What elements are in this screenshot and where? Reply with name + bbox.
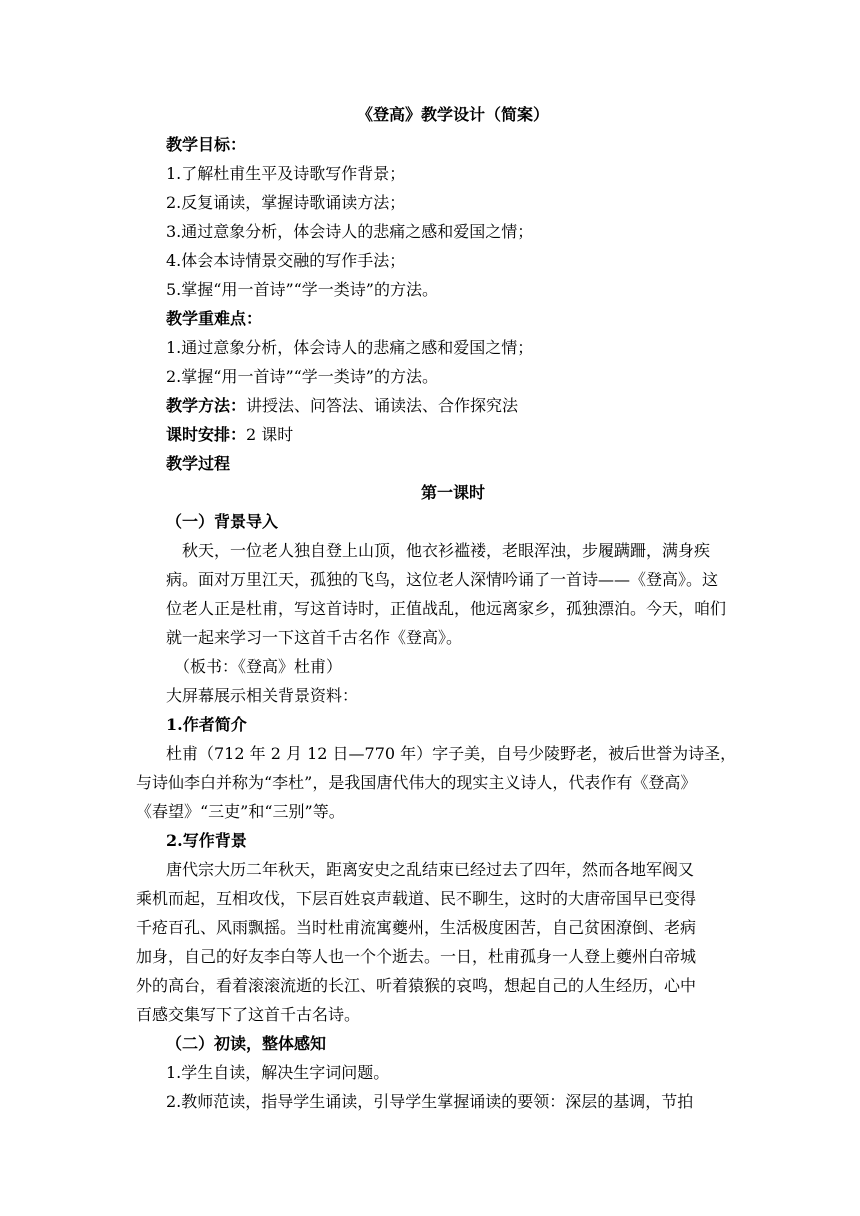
- key-point-item: 2.掌握“用一首诗”“学一类诗”的方法。: [166, 367, 438, 386]
- author-line: 杜甫（712 年 2 月 12 日—770 年）字子美，自号少陵野老，被后世誉为诗圣，: [166, 744, 737, 763]
- methods-label: 教学方法：: [166, 396, 247, 415]
- section1-heading: （一）背景导入: [166, 512, 279, 531]
- document-page: [136, 100, 740, 1116]
- background-line: 唐代宗大历二年秋天，距离安史之乱结束已经过去了四年，然而各地军阀又: [166, 860, 695, 879]
- objective-item: 3.通过意象分析，体会诗人的悲痛之感和爱国之情；: [166, 222, 534, 241]
- screen-note: 大屏幕展示相关背景资料：: [166, 686, 359, 705]
- lesson-heading: 第一课时: [420, 483, 485, 502]
- schedule-label: 课时安排：: [166, 425, 247, 444]
- schedule-line: [166, 420, 740, 449]
- objective-item: 4.体会本诗情景交融的写作手法；: [166, 251, 406, 270]
- document-title: 《登高》教学设计（简案）: [356, 105, 549, 124]
- schedule-value: 2 课时: [246, 425, 294, 444]
- reading-item: 1.学生自读，解决生字词问题。: [166, 1063, 390, 1082]
- author-heading: 1.作者简介: [166, 715, 247, 734]
- board-note: （板书：《登高》杜甫）: [174, 657, 343, 676]
- key-points-heading: 教学重难点：: [166, 309, 263, 328]
- paragraph-line: 病。面对万里江天，孤独的飞鸟，这位老人深情吟诵了一首诗——《登高》。这: [166, 570, 719, 589]
- background-line: 外的高台，看着滚滚流逝的长江、听着猿猴的哀鸣，想起自己的人生经历，心中: [136, 976, 697, 995]
- methods-value: 讲授法、问答法、诵读法、合作探究法: [246, 396, 519, 415]
- author-line: 与诗仙李白并称为“李杜”，是我国唐代伟大的现实主义诗人，代表作有《登高》: [136, 773, 697, 792]
- objective-item: 5.掌握“用一首诗”“学一类诗”的方法。: [166, 280, 438, 299]
- background-heading: 2.写作背景: [166, 831, 247, 850]
- background-line: 百感交集写下了这首千古名诗。: [136, 1005, 361, 1024]
- objective-item: 1.了解杜甫生平及诗歌写作背景；: [166, 164, 406, 183]
- paragraph-line: 秋天，一位老人独自登上山顶，他衣衫褴褛，老眼浑浊，步履蹒跚，满身疾: [182, 541, 711, 560]
- background-line: 加身，自己的好友李白等人也一个个逝去。一日，杜甫孤身一人登上夔州白帝城: [136, 947, 697, 966]
- paragraph-line: 位老人正是杜甫，写这首诗时，正值战乱，他远离家乡，孤独漂泊。今天，咱们: [166, 599, 727, 618]
- methods-line: [166, 391, 740, 420]
- section2-heading: （二）初读，整体感知: [166, 1034, 327, 1053]
- background-line: 乘机而起，互相攻伐，下层百姓哀声载道、民不聊生，这时的大唐帝国早已变得: [136, 889, 697, 908]
- objectives-heading: 教学目标：: [166, 135, 247, 154]
- paragraph-line: 就一起来学习一下这首千古名作《登高》。: [166, 628, 463, 647]
- author-line: 《春望》“三吏”和“三别”等。: [136, 802, 345, 821]
- objective-item: 2.反复诵读，掌握诗歌诵读方法；: [166, 193, 406, 212]
- process-heading: 教学过程: [166, 454, 231, 473]
- reading-item: 2.教师范读，指导学生诵读，引导学生掌握诵读的要领：深层的基调，节拍: [166, 1092, 694, 1111]
- key-point-item: 1.通过意象分析，体会诗人的悲痛之感和爱国之情；: [166, 338, 534, 357]
- background-line: 千疮百孔、风雨飘摇。当时杜甫流寓夔州，生活极度困苦，自己贫困潦倒、老病: [136, 918, 697, 937]
